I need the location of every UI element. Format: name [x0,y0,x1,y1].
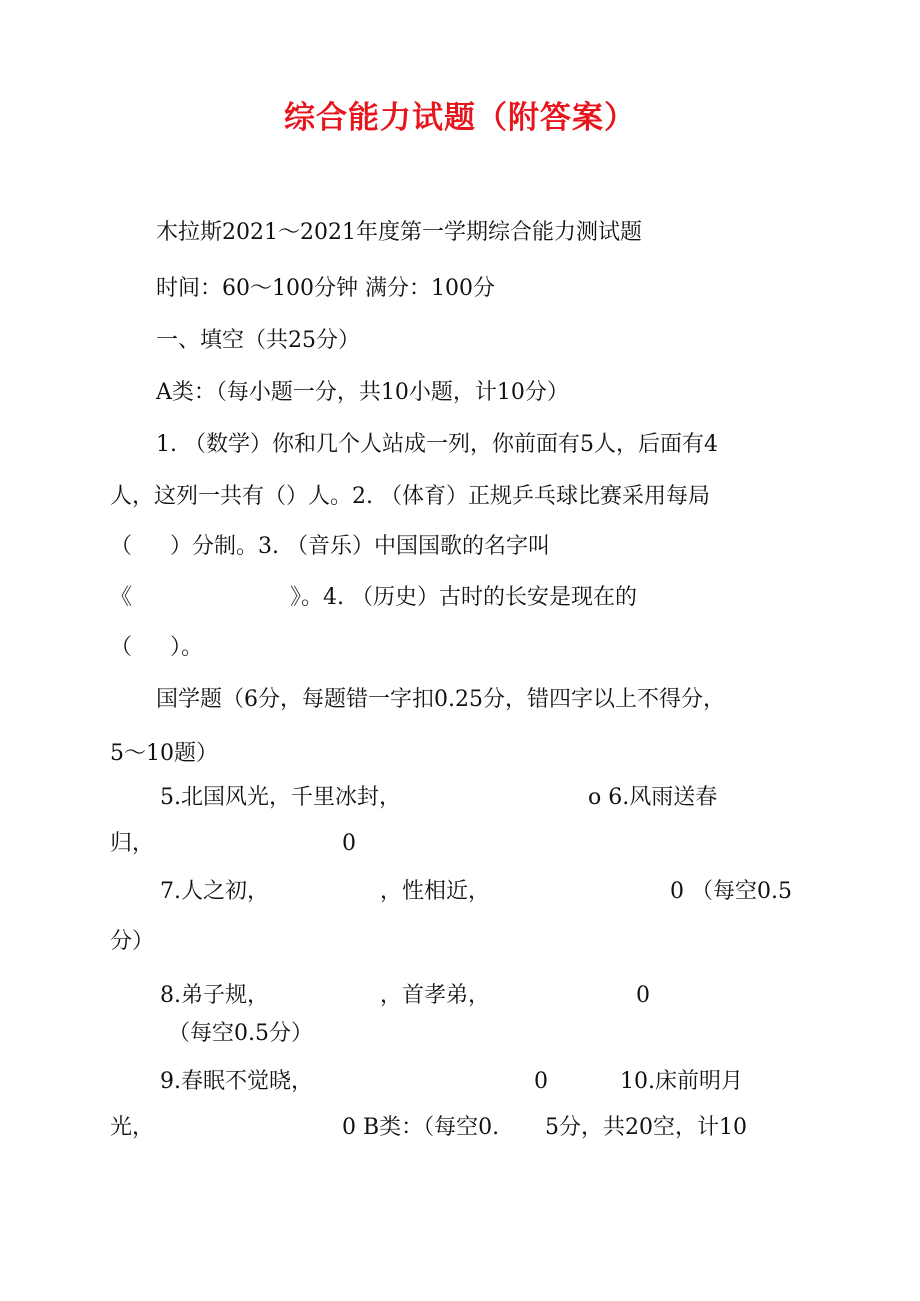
question-line: 光， [110,1115,155,1140]
question-line: o 6.风雨送春 [588,785,718,810]
question-line: 10.床前明月 [620,1069,743,1094]
question-bracket-open: （ [110,534,133,559]
question-line: （每空0.5分） [168,1021,313,1046]
question-line: 1. （数学）你和几个人站成一列，你前面有5人，后面有4 [156,432,718,457]
question-bracket-open: （ [110,635,133,660]
answer-blank-marker: 0 [342,831,356,856]
question-line: 归， [110,831,155,856]
exam-heading: 木拉斯2021〜2021年度第一学期综合能力测试题 [156,220,642,245]
question-line: 分） [110,929,155,954]
question-line: ，首孝弟， [380,983,491,1008]
guoxue-heading: 国学题（6分，每题错一字扣0.25分，错四字以上不得分， [156,687,725,712]
question-line: 》。4. （历史）古时的长安是现在的 [290,585,637,610]
guoxue-range: 5〜10题） [110,741,218,766]
document-title: 综合能力试题（附答案） [284,100,636,136]
question-line: ）分制。3. （音乐）中国国歌的名字叫 [170,534,550,559]
question-line: ，性相近， [380,879,491,904]
answer-blank-marker: 0 [534,1069,548,1094]
exam-time-score: 时间：60〜100分钟 满分：100分 [156,276,495,301]
question-line: 7.人之初， [160,879,269,904]
question-line: 5.北国风光，千里冰封， [160,785,401,810]
category-a-heading: A类：（每小题一分，共10小题，计10分） [156,380,569,405]
question-line: ）。 [170,635,204,660]
question-line: 0 B类：（每空0. [342,1115,500,1140]
question-line: 0 （每空0.5 [670,879,792,904]
question-bracket-open: 《 [110,585,133,610]
answer-blank-marker: 0 [636,983,650,1008]
question-line: 9.春眠不觉晓， [160,1069,313,1094]
question-line: 人，这列一共有（）人。2. （体育）正规乒乓球比赛采用每局 [110,484,710,509]
question-line: 5分，共20空，计10 [545,1115,747,1140]
question-line: 8.弟子规， [160,983,269,1008]
section-heading-fill-blank: 一、填空（共25分） [156,328,360,353]
